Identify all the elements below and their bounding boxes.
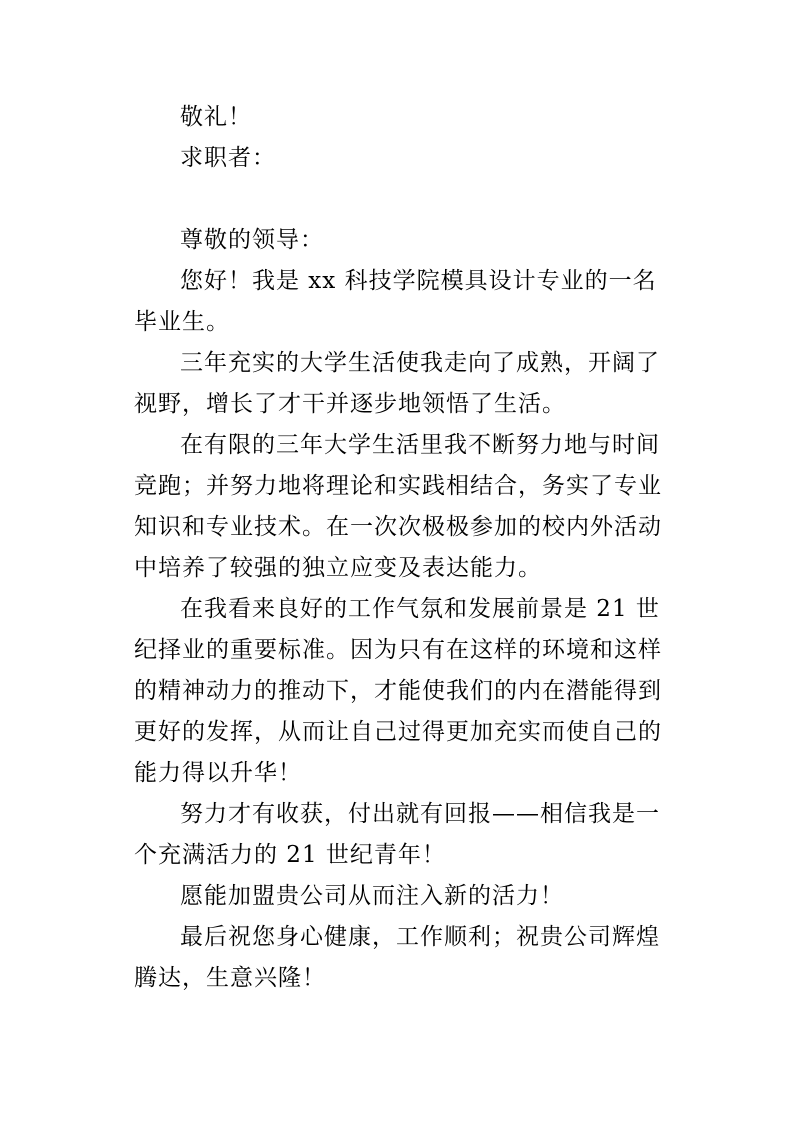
- signature-line: 求职者：: [180, 145, 276, 171]
- paragraph-6: 愿能加盟贵公司从而注入新的活力！: [180, 883, 564, 909]
- paragraph-1: 您好！我是 xx 科技学院模具设计专业的一名毕业生。: [134, 268, 657, 335]
- paragraph-3: 在有限的三年大学生活里我不断努力地与时间竞跑；并努力地将理论和实践相结合，务实了专业知识和专业技术。在一次次极极参加的校内外活动中培养了较强的独立应变及表达能力。: [134, 432, 662, 581]
- letter-body: [134, 97, 664, 999]
- paragraph-2: 三年充实的大学生活使我走向了成熟，开阔了视野，增长了才干并逐步地领悟了生活。: [134, 350, 660, 417]
- paragraph-5: 努力才有收获，付出就有回报——相信我是一个充满活力的 21 世纪青年！: [134, 801, 660, 868]
- closing-salute: 敬礼！: [180, 104, 252, 130]
- letter-greeting: 尊敬的领导：: [180, 227, 324, 253]
- paragraph-7: 最后祝您身心健康，工作顺利；祝贵公司辉煌腾达，生意兴隆！: [134, 924, 660, 991]
- section-gap: [134, 179, 664, 220]
- paragraph-4: 在我看来良好的工作气氛和发展前景是 21 世纪择业的重要标准。因为只有在这样的环境和这样的精神动力的推动下，才能使我们的内在潜能得到更好的发挥，从而让自己过得更加充实而使自己的能力得以升华！: [134, 596, 662, 786]
